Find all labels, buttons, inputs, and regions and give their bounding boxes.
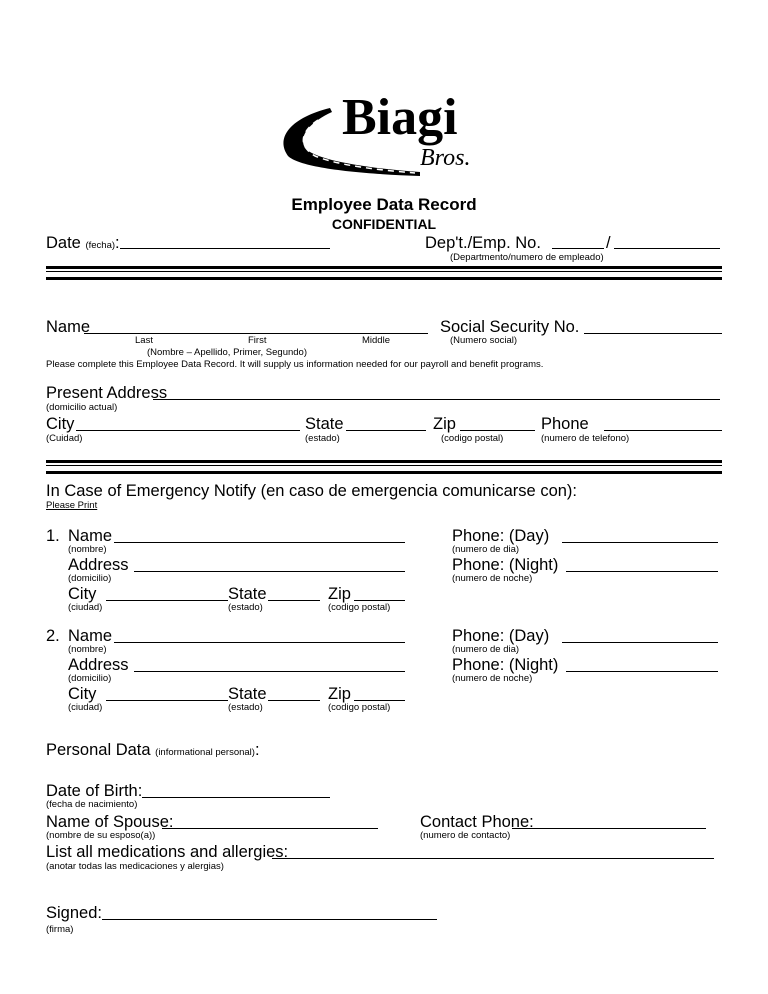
signed-label: Signed: xyxy=(46,904,102,922)
contact-address-es: (domicilio) xyxy=(68,673,112,684)
divider xyxy=(46,266,722,280)
contact-zip-field[interactable] xyxy=(354,700,405,701)
contact-city-label: City xyxy=(68,685,97,703)
contact-night-phone-field[interactable] xyxy=(566,671,718,672)
contact-name-field[interactable] xyxy=(114,542,405,543)
contact-name-es: (nombre) xyxy=(68,544,107,555)
contact-night-phone-label: Phone: (Night) xyxy=(452,556,559,574)
contact-night-phone-field[interactable] xyxy=(566,571,718,572)
contact-phone-label: Contact Phone: xyxy=(420,813,534,831)
contact-name-label: Name xyxy=(68,527,113,545)
dob-field[interactable] xyxy=(142,797,330,798)
phone-label-es: (numero de telefono) xyxy=(541,433,630,444)
name-label-es: (Nombre – Apellido, Primer, Segundo) xyxy=(147,347,307,358)
contact-number: 2. xyxy=(46,627,60,645)
confidential-label: CONFIDENTIAL xyxy=(331,216,437,232)
emp-no-field[interactable] xyxy=(614,248,720,249)
phone-field[interactable] xyxy=(604,430,722,431)
dept-field[interactable] xyxy=(552,248,604,249)
zip-label-es: (codigo postal) xyxy=(441,433,504,444)
personal-heading-colon: : xyxy=(254,741,260,759)
contact-state-label: State xyxy=(228,685,267,703)
contact-city-label: City xyxy=(68,585,97,603)
contact-city-field[interactable] xyxy=(106,600,228,601)
signed-label-es: (firma) xyxy=(46,924,74,935)
contact-address-field[interactable] xyxy=(134,671,405,672)
contact-phone-label-es: (numero de contacto) xyxy=(420,830,511,841)
signature-field[interactable] xyxy=(102,919,437,920)
contact-name-es: (nombre) xyxy=(68,644,107,655)
dept-label: Dep't./Emp. No. xyxy=(425,234,541,252)
contact-number: 1. xyxy=(46,527,60,545)
emergency-contact-1 xyxy=(0,528,768,618)
medications-label-es: (anotar todas las medicaciones y alergias) xyxy=(46,861,224,872)
name-label: Name xyxy=(46,318,91,336)
address-label: Present Address xyxy=(46,384,168,402)
contact-name-label: Name xyxy=(68,627,113,645)
city-label-es: (Cuidad) xyxy=(46,433,83,444)
contact-name-field[interactable] xyxy=(114,642,405,643)
ssn-label-es: (Numero social) xyxy=(450,335,518,346)
emergency-contact-2 xyxy=(0,628,768,718)
zip-label: Zip xyxy=(433,415,456,433)
contact-city-es: (ciudad) xyxy=(68,602,103,613)
contact-day-es: (numero de dia) xyxy=(452,644,520,655)
spouse-label: Name of Spouse: xyxy=(46,813,174,831)
spouse-field[interactable] xyxy=(162,828,378,829)
state-label: State xyxy=(305,415,344,433)
please-print-note: Please Print xyxy=(46,500,98,511)
contact-city-es: (ciudad) xyxy=(68,702,103,713)
contact-zip-label: Zip xyxy=(328,685,351,703)
name-field[interactable] xyxy=(84,333,428,334)
logo-sub: Bros. xyxy=(420,145,471,171)
state-label-es: (estado) xyxy=(305,433,340,444)
emergency-heading: In Case of Emergency Notify (en caso de emergencia comunicarse con): xyxy=(46,482,577,500)
dept-slash: / xyxy=(606,234,611,252)
medications-label: List all medications and allergies: xyxy=(46,843,289,861)
contact-zip-es: (codigo postal) xyxy=(328,602,391,613)
name-middle-label: Middle xyxy=(362,335,390,346)
phone-label: Phone xyxy=(541,415,589,433)
date-field[interactable] xyxy=(120,248,330,249)
state-field[interactable] xyxy=(346,430,426,431)
date-colon: : xyxy=(115,234,120,252)
contact-day-phone-field[interactable] xyxy=(562,542,718,543)
dob-label-es: (fecha de nacimiento) xyxy=(46,799,138,810)
contact-city-field[interactable] xyxy=(106,700,228,701)
ssn-field[interactable] xyxy=(584,333,722,334)
contact-night-es: (numero de noche) xyxy=(452,573,533,584)
zip-field[interactable] xyxy=(460,430,535,431)
contact-address-label: Address xyxy=(68,656,129,674)
date-label xyxy=(46,235,120,252)
dob-label: Date of Birth: xyxy=(46,782,143,800)
address-label-es: (domicilio actual) xyxy=(46,402,118,413)
date-label-es: (fecha) xyxy=(85,240,116,251)
logo-brand: Biagi xyxy=(342,89,458,146)
contact-address-label: Address xyxy=(68,556,129,574)
city-label: City xyxy=(46,415,75,433)
contact-state-field[interactable] xyxy=(268,600,320,601)
dept-label-es: (Departmento/numero de empleado) xyxy=(450,252,604,263)
city-field[interactable] xyxy=(76,430,300,431)
page-title: Employee Data Record xyxy=(291,195,477,214)
name-first-label: First xyxy=(248,335,267,346)
contact-address-es: (domicilio) xyxy=(68,573,112,584)
contact-phone-field[interactable] xyxy=(512,828,706,829)
contact-state-field[interactable] xyxy=(268,700,320,701)
name-last-label: Last xyxy=(135,335,153,346)
contact-day-phone-field[interactable] xyxy=(562,642,718,643)
contact-zip-label: Zip xyxy=(328,585,351,603)
contact-state-es: (estado) xyxy=(228,702,263,713)
instructions: Please complete this Employee Data Record. It will supply us information needed for our payroll and benefit programs. xyxy=(46,359,544,370)
contact-day-phone-label: Phone: (Day) xyxy=(452,527,550,545)
personal-data-heading xyxy=(46,742,260,759)
contact-day-phone-label: Phone: (Day) xyxy=(452,627,550,645)
personal-heading-es: (informational personal) xyxy=(155,747,255,758)
contact-zip-es: (codigo postal) xyxy=(328,702,391,713)
address-field[interactable] xyxy=(153,399,720,400)
personal-heading-text: Personal Data xyxy=(46,741,151,759)
contact-state-es: (estado) xyxy=(228,602,263,613)
contact-day-es: (numero de dia) xyxy=(452,544,520,555)
medications-field[interactable] xyxy=(272,858,714,859)
contact-night-es: (numero de noche) xyxy=(452,673,533,684)
contact-night-phone-label: Phone: (Night) xyxy=(452,656,559,674)
contact-zip-field[interactable] xyxy=(354,600,405,601)
company-logo xyxy=(270,88,500,188)
date-label-text: Date xyxy=(46,234,81,252)
contact-state-label: State xyxy=(228,585,267,603)
divider xyxy=(46,460,722,474)
spouse-label-es: (nombre de su esposo(a)) xyxy=(46,830,156,841)
ssn-label: Social Security No. xyxy=(440,318,580,336)
contact-address-field[interactable] xyxy=(134,571,405,572)
